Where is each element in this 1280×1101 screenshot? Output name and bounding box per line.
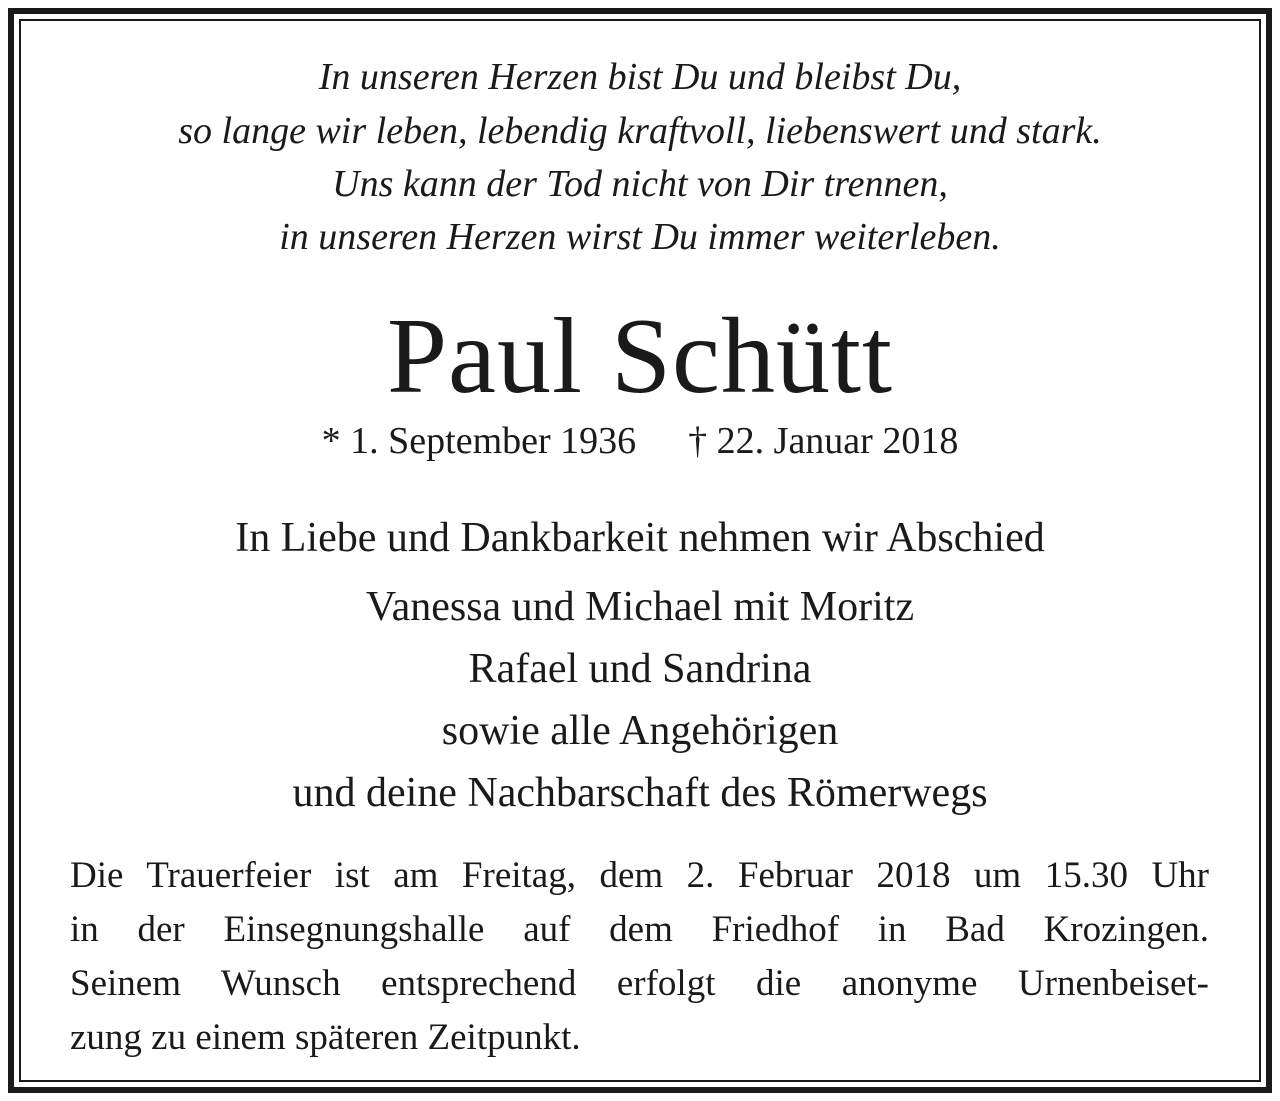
birth-date: * 1. September 1936 bbox=[321, 420, 637, 462]
verse-line-4: in unseren Herzen wirst Du immer weiterleben. bbox=[279, 216, 1001, 258]
verse-line-1: In unseren Herzen bist Du und bleibst Du, bbox=[318, 56, 962, 98]
family-line-4: und deine Nachbarschaft des Römerwegs bbox=[292, 770, 988, 816]
family-line-1: Vanessa und Michael mit Moritz bbox=[365, 584, 915, 630]
farewell-line: In Liebe und Dankbarkeit nehmen wir Abschied bbox=[235, 515, 1045, 561]
obituary-notice bbox=[21, 21, 1259, 1080]
life-dates bbox=[21, 418, 1259, 464]
service-line-2: in der Einsegnungshalle auf dem Friedhof in Bad Krozingen. bbox=[70, 909, 1209, 950]
verse-line-2: so lange wir leben, lebendig kraftvoll, liebenswert und stark. bbox=[178, 110, 1102, 152]
family-line-3: sowie alle Angehörigen bbox=[441, 708, 839, 754]
verse-line-3: Uns kann der Tod nicht von Dir trennen, bbox=[332, 163, 948, 205]
death-date: † 22. Januar 2018 bbox=[688, 420, 959, 462]
service-line-1: Die Trauerfeier ist am Freitag, dem 2. Februar 2018 um 15.30 Uhr bbox=[70, 855, 1209, 896]
funeral-service-info bbox=[70, 849, 1209, 1065]
service-line-4: zung zu einem späteren Zeitpunkt. bbox=[70, 1017, 581, 1058]
service-line-3: Seinem Wunsch entsprechend erfolgt die anonyme Urnenbeiset- bbox=[70, 963, 1209, 1004]
family-line-2: Rafael und Sandrina bbox=[468, 646, 812, 692]
deceased-name: Paul Schütt bbox=[386, 297, 894, 416]
